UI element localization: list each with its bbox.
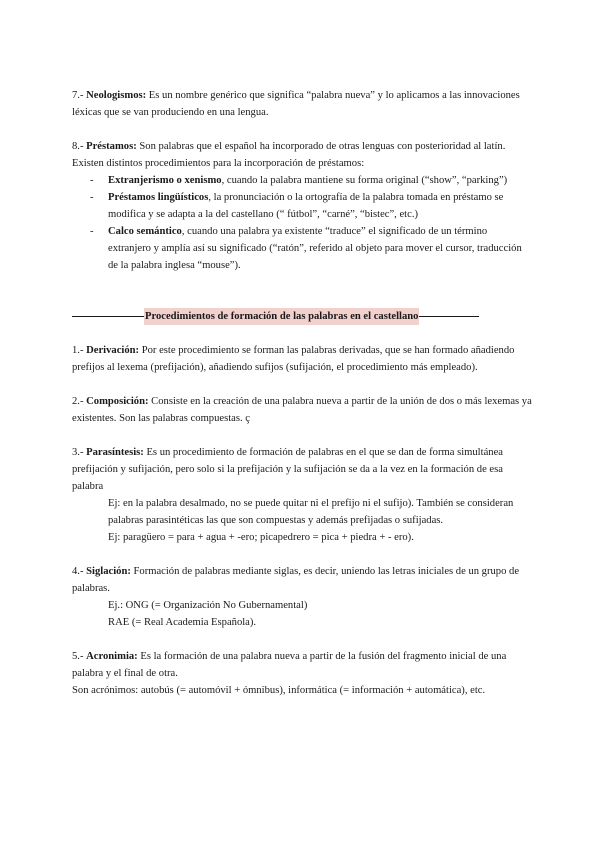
item-number: 2.- xyxy=(72,396,87,407)
acronimia-example: Son acrónimos: autobús (= automóvil + ómnibus), informática (= información + automática), etc. xyxy=(72,685,486,696)
prestamos-intro: Existen distintos procedimientos para la incorporación de préstamos: xyxy=(72,158,365,169)
item-number: 3.- xyxy=(72,447,87,458)
definition-text: Consiste en la creación de una palabra nueva a partir de la unión de dos o más lexemas ya existentes. Son las palabras compuestas. ç xyxy=(72,396,532,424)
heading-rule-left xyxy=(72,316,144,317)
term-siglacion: Siglación: xyxy=(86,566,131,577)
definition-text: Formación de palabras mediante siglas, es decir, uniendo las letras iniciales de un grupo de palabras. xyxy=(72,566,520,594)
list-item xyxy=(72,223,532,274)
prestamos-list xyxy=(72,172,532,274)
parasintesis-example-1: Ej: en la palabra desalmado, no se puede quitar ni el prefijo ni el sufijo). También se consideran palabras parasintéticas las que son compuestas y además prefijadas o sufijadas. xyxy=(108,498,514,526)
list-item-text: , cuando una palabra ya existente “traduce” el significado de un término extranjero y amplía así su significado (“ratón”, referido al objeto para mover el cursor, traducción de la palabra inglesa “mouse”). xyxy=(108,226,522,271)
term-derivacion: Derivación: xyxy=(86,345,140,356)
definition-text: Es un procedimiento de formación de palabras en el que se dan de forma simultánea prefijación y sufijación, pero solo si la prefijación y la sufijación se da a la vez en la formación de esa palabra xyxy=(72,447,503,492)
definition-text: Son palabras que el español ha incorporado de otras lenguas con posterioridad al latín. xyxy=(136,141,506,152)
term-parasintesis: Parasíntesis: xyxy=(86,447,144,458)
paragraph-acronimia xyxy=(72,648,532,682)
list-item xyxy=(72,189,532,223)
paragraph-neologismos xyxy=(72,87,532,121)
term-extranjerismo: Extranjerismo o xenismo xyxy=(108,175,222,186)
list-item xyxy=(72,172,532,189)
list-item-text: , la pronunciación o la ortografía de la palabra tomada en préstamo se modifica y se adapta a la del castellano (“ fútbol”, “carné”, “bistec”, etc.) xyxy=(108,192,504,220)
definition-text: Es la formación de una palabra nueva a partir de la fusión del fragmento inicial de una palabra y el final de otra. xyxy=(72,651,507,679)
item-number: 5.- xyxy=(72,651,87,662)
paragraph-prestamos xyxy=(72,138,532,155)
paragraph-siglacion xyxy=(72,563,532,597)
definition-text: Por este procedimiento se forman las palabras derivadas, que se han formado añadiendo prefijos al lexema (prefijación), añadiendo sufijos (sufijación, el procedimiento más empleado). xyxy=(72,345,515,373)
dash-bullet: - xyxy=(90,192,94,203)
paragraph-composicion xyxy=(72,393,532,427)
term-composicion: Composición: xyxy=(86,396,149,407)
item-number: 7.- xyxy=(72,90,87,101)
dash-bullet: - xyxy=(90,175,94,186)
term-acronimia: Acronimia: xyxy=(86,651,138,662)
document-body xyxy=(72,87,532,699)
term-neologismos: Neologismos: xyxy=(86,90,147,101)
term-prestamos: Préstamos: xyxy=(86,141,137,152)
paragraph-derivacion xyxy=(72,342,532,376)
parasintesis-example-2: Ej: paragüero = para + agua + -ero; picapedrero = pica + piedra + - ero). xyxy=(108,532,414,543)
section-heading xyxy=(72,308,532,325)
heading-title: Procedimientos de formación de las palabras en el castellano xyxy=(144,308,419,325)
term-calco-semantico: Calco semántico xyxy=(108,226,182,237)
item-number: 4.- xyxy=(72,566,87,577)
heading-rule-right xyxy=(419,316,479,317)
list-item-text: , cuando la palabra mantiene su forma original (“show”, “parking”) xyxy=(221,175,508,186)
siglacion-example-1: Ej.: ONG (= Organización No Gubernamental) xyxy=(108,600,308,611)
definition-text: Es un nombre genérico que significa “palabra nueva” y lo aplicamos a las innovaciones léxicas que se van produciendo en una lengua. xyxy=(72,90,520,118)
paragraph-parasintesis xyxy=(72,444,532,495)
item-number: 8.- xyxy=(72,141,87,152)
siglacion-example-2: RAE (= Real Academia Española). xyxy=(108,617,257,628)
term-prestamos-linguisticos: Préstamos lingüísticos xyxy=(108,192,209,203)
item-number: 1.- xyxy=(72,345,87,356)
dash-bullet: - xyxy=(90,226,94,237)
